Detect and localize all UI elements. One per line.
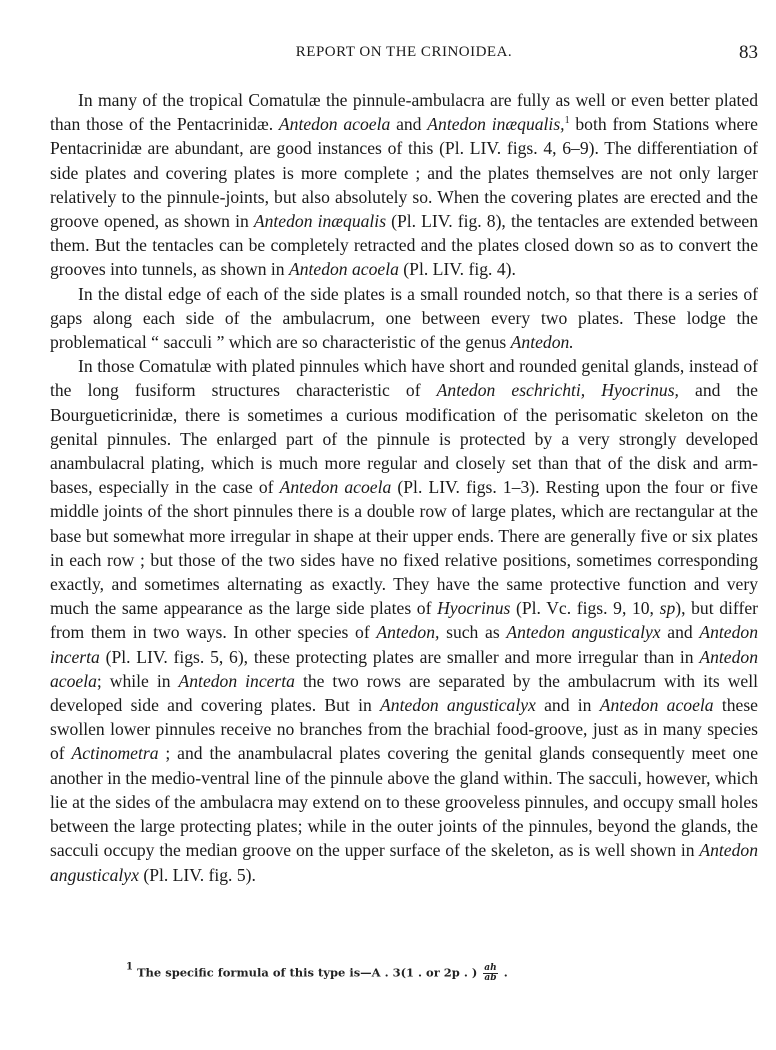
footnote: [126, 961, 626, 983]
text-run: and the Bourgueticrinidæ, there is sometimes a curious modification of the perisomatic skeleton on the genital pinnules. The enlarged part of the pinnule is protected by a very strongly developed anambulacral plating, which is much more regular and closely set than that of the disk and arm-bases, especially in the case of: [50, 380, 758, 498]
italic-taxon: Antedon acoela: [50, 646, 758, 691]
text-run: In many of the tropical Comatulæ the pinnule-ambulacra are fully as well or even better plated than those of the Pentacrinidæ.: [50, 90, 758, 135]
running-header: [50, 44, 758, 66]
footnote-reference: 1: [564, 115, 570, 127]
italic-taxon: Antedon inæqualis: [253, 211, 387, 232]
italic-taxon: Antedon eschrichti, Hyocrinus,: [436, 380, 679, 401]
paragraph: [50, 88, 758, 282]
text-run: these swollen lower pinnules receive no branches from the brachial food-groove, just as in many species of: [50, 695, 758, 764]
body-text: [50, 88, 758, 887]
text-run: (Pl. LIV. fig. 8), the tentacles are extended between them. But the tentacles can be completely retracted and the plates closed down so as to convert the grooves into tunnels, as shown in: [50, 211, 758, 280]
text-run: and in: [535, 695, 600, 716]
text-run: (Pl. LIV. fig. 5).: [138, 864, 256, 885]
text-run: the two rows are separated by the ambulacrum with its well developed side and covering plates. But in: [50, 670, 758, 716]
paragraph: [50, 282, 758, 355]
text-run: (Pl. LIV. fig. 4).: [398, 259, 516, 280]
italic-taxon: Antedon angusticalyx: [50, 840, 758, 885]
text-run: (Pl. LIV. figs. 1–3). Resting upon the four or five middle joints of the short pinnules there is a double row of large plates, which are rectangular at the base but somewhat more irregular in shape at their upper ends. There are generally five or six plates in each row ; but those of the two sides have no fixed relative positions, sometimes corresponding exactly, and sometimes alternating as exactly. They have the same protective function and very much the same appearance as the large side plates of: [50, 477, 758, 619]
text-run: and: [390, 114, 428, 135]
italic-taxon: Antedon angusticalyx: [380, 695, 536, 716]
italic-taxon: Antedon inæqualis,: [427, 114, 565, 135]
italic-taxon: Hyocrinus: [437, 598, 511, 619]
italic-taxon: Antedon acoela: [288, 259, 399, 280]
text-run: ; while in: [96, 670, 179, 691]
italic-taxon: sp: [659, 598, 676, 619]
running-title: REPORT ON THE CRINOIDEA.: [295, 44, 513, 60]
italic-taxon: Antedon incerta: [50, 622, 759, 667]
text-run: In the distal edge of each of the side plates is a small rounded notch, so that there is a series of gaps along each side of the ambulacrum, one between every two plates. These lodge the problematical “ sacculi ” which are so characteristic of the genus: [50, 283, 758, 353]
italic-taxon: Antedon acoela: [279, 477, 392, 498]
text-run: ; and the anambulacral plates covering the genital glands consequently meet one another in the medio-ventral line of the pinnule above the gland within. The sacculi, however, which lie at the sides of the ambulacra may extend on to these grooveless pinnules, and occupy small holes between the large protecting plates; while in the outer joints of the pinnules, beyond the glands, the sacculi occupy the median groove on the upper surface of the skeleton, as is well shown in: [50, 743, 758, 861]
text-run: and: [660, 622, 700, 643]
text-run: In those Comatulæ with plated pinnules which have short and rounded genital glands, instead of the long fusiform structures characteristic of: [50, 356, 758, 401]
fraction-numerator: ah: [484, 963, 497, 973]
footnote-marker: 1: [126, 961, 133, 973]
text-run: (Pl. LIV. figs. 5, 6), these protecting plates are smaller and more irregular than in: [99, 646, 700, 667]
footnote-text: The specific formula of this type is—A . 3(1 . or 2p . ): [136, 965, 478, 980]
text-run: both from Stations where Pentacrinidæ are abundant, are good instances of this (Pl. LIV. figs. 4, 6–9). The differentiation of side plates and covering plates is more complete ; and the plates themselves are not only larger relatively to the pinnule-joints, but also absolutely so. When the covering plates are erected and the groove opened, as shown in: [50, 114, 758, 232]
text-run: such as: [439, 622, 507, 643]
italic-taxon: Antedon incerta: [178, 670, 295, 691]
italic-taxon: Antedon angusticalyx: [506, 622, 661, 643]
footnote-trailing: .: [503, 965, 508, 980]
paragraph: [50, 354, 758, 886]
fraction-denominator: ab: [484, 973, 497, 983]
italic-taxon: Antedon acoela: [278, 114, 391, 135]
italic-taxon: Actinometra: [71, 743, 159, 764]
page-number: 83: [739, 42, 758, 63]
italic-taxon: Antedon acoela: [599, 695, 714, 716]
footnote-fraction: [483, 964, 497, 983]
text-run: ), but differ from them in two ways. In other species of: [50, 598, 758, 643]
text-run: (Pl. Vc. figs. 9, 10,: [510, 598, 660, 619]
italic-taxon: Antedon.: [510, 332, 574, 353]
italic-taxon: Antedon,: [376, 622, 440, 643]
